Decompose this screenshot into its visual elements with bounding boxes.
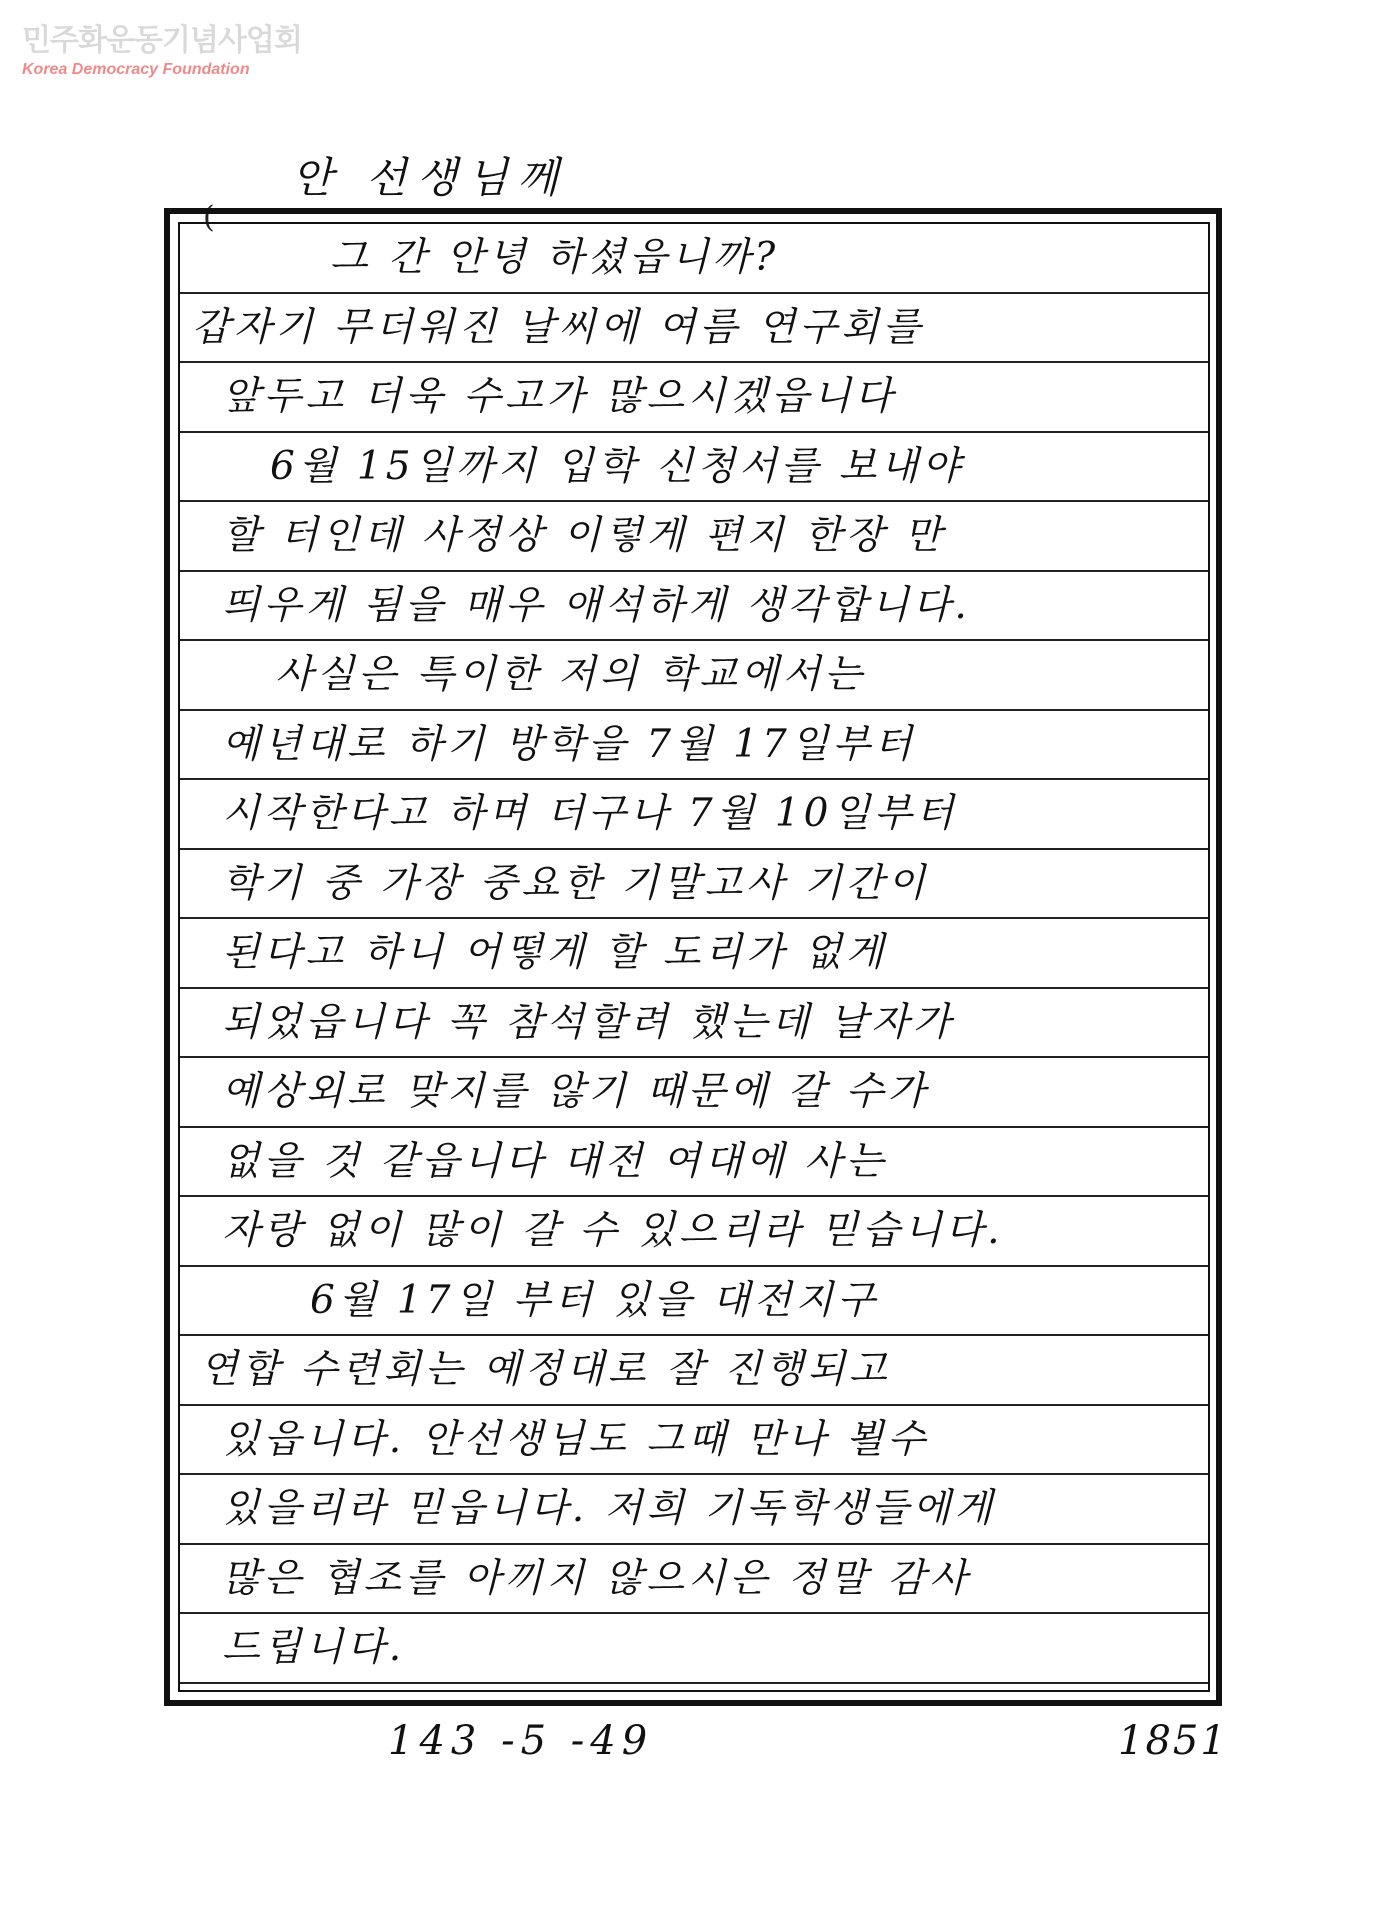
ruled-line <box>180 431 1208 433</box>
ruled-line <box>180 1126 1208 1128</box>
letter-line: 앞두고 더욱 수고가 많으시겠읍니다 <box>222 374 897 419</box>
ruled-line <box>180 1473 1208 1475</box>
letter-line: 되었읍니다 꼭 참석할려 했는데 날자가 <box>222 999 955 1045</box>
letter-line: 있읍니다. 안선생님도 그때 만나 뵐수 <box>222 1416 930 1462</box>
letter-line: 예년대로 하기 방학을 7월 17일부터 <box>222 721 916 767</box>
letter-line: 연합 수련회는 예정대로 잘 진행되고 <box>200 1347 891 1392</box>
letter-line: 된다고 하니 어떻게 할 도리가 없게 <box>222 930 888 975</box>
ruled-line <box>180 1612 1208 1614</box>
letter-line: 학기 중 가장 중요한 기말고사 기간이 <box>222 860 930 906</box>
ruled-line <box>180 500 1208 502</box>
letter-line: 시작한다고 하며 더구나 7월 10일부터 <box>222 791 958 836</box>
margin-tick-mark: ( <box>203 200 215 235</box>
ruled-line <box>180 1404 1208 1406</box>
watermark-korean: 민주화운동기념사업회 <box>22 23 302 58</box>
ruled-line <box>180 639 1208 641</box>
letter-line: 갑자기 무더워진 날씨에 여름 연구회를 <box>192 304 925 350</box>
letter-line: 많은 협조를 아끼지 않으시은 정말 감사 <box>222 1555 971 1601</box>
ruled-line <box>180 570 1208 572</box>
letter-body <box>180 224 1208 1690</box>
ruled-line <box>180 778 1208 780</box>
ruled-line <box>180 848 1208 850</box>
letter-line: 있을리라 믿읍니다. 저희 기독학생들에게 <box>222 1486 997 1531</box>
letter-salutation: 안 선생님께 <box>292 153 569 202</box>
letter-line: 할 터인데 사정상 이렇게 편지 한장 만 <box>222 513 946 558</box>
letter-line: 사실은 특이한 저의 학교에서는 <box>275 652 866 697</box>
ruled-line <box>180 1334 1208 1336</box>
ruled-line <box>180 361 1208 363</box>
letter-line: 띄우게 됨을 매우 애석하게 생각합니다. <box>222 582 971 628</box>
ruled-line <box>180 292 1208 294</box>
watermark-english: Korea Democracy Foundation <box>22 61 250 78</box>
ruled-line <box>180 1682 1208 1684</box>
watermark <box>22 24 322 80</box>
ruled-line <box>180 1265 1208 1267</box>
letter-line: 그 간 안녕 하셨읍니까? <box>330 235 780 280</box>
ruled-line <box>180 1195 1208 1197</box>
ruled-line <box>180 709 1208 711</box>
footer-page-number: 1851 <box>1118 1718 1228 1764</box>
letter-line: 6월 15일까지 입학 신청서를 보내야 <box>270 443 964 489</box>
footer-document-code: 143 -5 -49 <box>388 1718 654 1764</box>
ruled-line <box>180 1543 1208 1545</box>
letter-line: 드립니다. <box>222 1625 406 1670</box>
letter-line: 6월 17일 부터 있을 대전지구 <box>310 1277 879 1323</box>
ruled-line <box>180 1056 1208 1058</box>
letter-line: 예상외로 맞지를 않기 때문에 갈 수가 <box>222 1069 930 1114</box>
ruled-line <box>180 987 1208 989</box>
letter-line: 없을 것 같읍니다 대전 여대에 사는 <box>222 1138 888 1184</box>
ruled-line <box>180 917 1208 919</box>
letter-line: 자랑 없이 많이 갈 수 있으리라 믿습니다. <box>222 1208 1004 1253</box>
